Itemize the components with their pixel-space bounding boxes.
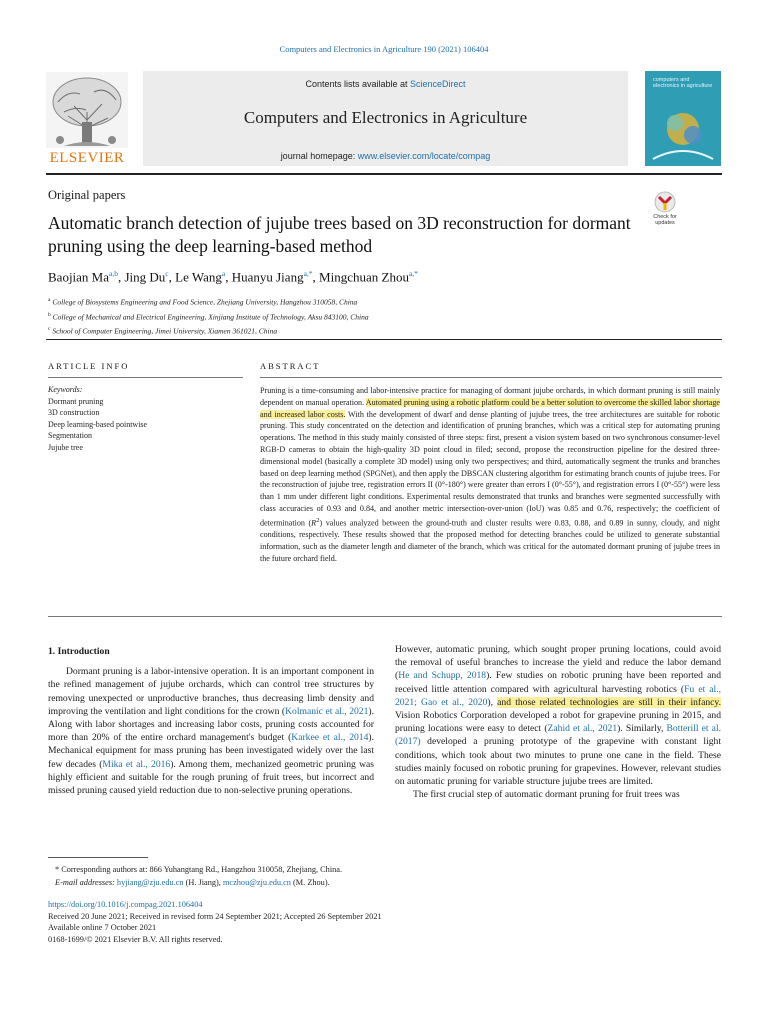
citation-link[interactable]: Kolmanic et al., 2021 xyxy=(285,705,369,717)
author-affiliation-marker[interactable]: a,b xyxy=(109,269,118,278)
body-text: ), xyxy=(487,696,498,708)
abstract-heading: ABSTRACT xyxy=(260,361,321,371)
article-metadata xyxy=(48,899,648,945)
author-name[interactable]: Baojian Ma xyxy=(48,269,110,285)
paper-title: Automatic branch detection of jujube trees based on 3D reconstruction for dormant pruning using the deep learning-based method xyxy=(48,213,631,256)
affiliation-marker: b xyxy=(48,311,51,318)
homepage-line xyxy=(143,151,628,161)
doi-link[interactable]: https://doi.org/10.1016/j.compag.2021.106404 xyxy=(48,900,203,909)
sciencedirect-link[interactable]: ScienceDirect xyxy=(410,79,466,89)
author-affiliation-marker[interactable]: c xyxy=(165,269,169,278)
crossmark-label: Check for updates xyxy=(653,214,677,226)
abstract-end-rule xyxy=(48,616,722,617)
section-heading: 1. Introduction xyxy=(48,646,110,657)
affiliation-line xyxy=(48,309,608,324)
author-affiliation-marker[interactable]: a xyxy=(221,269,226,278)
contents-prefix: Contents lists available at xyxy=(305,79,411,89)
cover-graphic xyxy=(645,71,721,166)
citation-link[interactable]: Karkee et al., 2014 xyxy=(291,732,369,744)
citation-link[interactable]: Zahid et al., 2021 xyxy=(547,723,618,735)
publisher-wordmark: ELSEVIER xyxy=(49,150,125,166)
intro-paragraph xyxy=(395,643,721,788)
citation-link[interactable]: Botterill et al. (2017) xyxy=(395,723,722,748)
author-affiliation-marker[interactable]: a,* xyxy=(408,269,418,278)
keyword-item: Dormant pruning xyxy=(48,396,104,406)
section-label: Original papers xyxy=(48,188,126,202)
keyword-item: Deep learning-based pointwise xyxy=(48,419,148,429)
body-text: ). Mechanical equipment for mass pruning has been investigated widely over the last few decades ( xyxy=(48,732,374,770)
affiliation-text: College of Mechanical and Electrical Engineering, Xinjiang Institute of Technology, Aksu 843100, China xyxy=(50,312,369,321)
author-name[interactable]: Huanyu Jiang xyxy=(231,269,304,285)
cover-title-text: computers and electronics in agriculture xyxy=(653,77,713,89)
info-rule xyxy=(46,339,722,340)
author-separator: , xyxy=(168,269,176,285)
email-link[interactable]: hyjiang@zju.edu.cn xyxy=(116,877,184,887)
affiliation-list xyxy=(48,294,608,338)
abstract-underline xyxy=(260,377,722,378)
abstract-body xyxy=(260,385,720,565)
article-info-heading: ARTICLE INFO xyxy=(48,361,130,371)
body-highlight: and those related technologies are still in their infancy. xyxy=(497,696,721,708)
intro-paragraph: The first crucial step of automatic dormant pruning for fruit trees was xyxy=(413,789,680,801)
r-squared-exponent: 2 xyxy=(316,516,320,524)
author-list xyxy=(48,269,708,285)
journal-citation-link[interactable]: Computers and Electronics in Agriculture 190 (2021) 106404 xyxy=(279,44,489,54)
author-separator: , xyxy=(225,269,232,285)
abstract-text: ) values analyzed between the ground-truth and cluster results were 0.83, 0.88, and 0.89 in sunny, cloudy, and night conditions, respectively. These results showed that the proposed method for detecting branches could be utilized to generate substantial information, such as the diameter length and diameter of the branch, which was critical for the automated dormant pruning of jujube trees in the future orchard field. xyxy=(260,518,721,563)
citation-link[interactable]: Mika et al., 2016 xyxy=(102,758,171,770)
abstract-text: With the development of dwarf and dense planting of jujube trees, the tree architectures are suitable for robotic pruning. This study concentrated on the detection and identification of pruning branches, which was a critical step for automating pruning operations. The method in this study mainly consisted of three steps: first, present a vision system based on two synchronous consumer-level RGB-D cameras to obtain the high-quality 3D point cloud in filed; second, propose the reconstruction pipeline for the desired three-dimensional model (basically a complete 3D model) using only two perspectives; and third, automatically segment the trunks and branches based on deep learning method (SPGNet), and then apply the DBSCAN clustering algorithm for estimating branch counts of jujube trees. For the reconstruction of jujube tree, registration errors II (0°-180°) were greater than errors I (0°-55°), and registration errors I (0°-55°) were less than 1 mm under different light conditions. Experimental results demonstrated that trunks and branches were segmented successfully with class accuracies of 0.93 and 0.84, and another metric intersection-over-union (IoU) was 0.85 and 0.76, respectively; the coefficient of determination ( xyxy=(260,409,721,528)
homepage-prefix: journal homepage: xyxy=(280,151,358,161)
author-separator: , xyxy=(312,269,320,285)
email-owner: (H. Jiang), xyxy=(183,877,223,887)
email-line xyxy=(55,877,655,890)
keywords-block xyxy=(48,384,243,453)
author-name[interactable]: Le Wang xyxy=(175,269,222,285)
header-rule xyxy=(46,173,722,175)
affiliation-text: College of Biosystems Engineering and Food Science, Zhejiang University, Hangzhou 310058, China xyxy=(50,297,358,307)
body-text: ). Similarly, xyxy=(617,723,667,735)
body-text: Vision Robotics Corporation developed a robot for grapevine pruning in 2015, and pruning locations were easy to detect ( xyxy=(395,710,721,735)
body-text: Dormant pruning is a labor-intensive operation. It is an important component in the refined management of jujube orchards, which can control tree structures by removing unexpected or unproductive branches, thus decreasing limb density and improving the ventilation and light conditions for the crown ( xyxy=(48,666,374,717)
body-text: ). Few studies on robotic pruning have been reported and received little attention compared with agricultural harvesting robotics ( xyxy=(395,670,721,695)
affiliation-marker: c xyxy=(48,326,51,332)
email-label: E-mail addresses: xyxy=(55,877,115,887)
body-text: ). Along with labor shortages and increasing labor costs, pruning costs accounted for more than 20% of the entire orchard management's budget ( xyxy=(48,705,374,744)
keyword-item: Segmentation xyxy=(48,431,92,440)
author-name[interactable]: Jing Du xyxy=(124,269,166,285)
affiliation-text: School of Computer Engineering, Jimei University, Xiamen 361021, China xyxy=(50,326,278,336)
journal-cover-thumbnail[interactable] xyxy=(645,71,721,166)
author-separator: , xyxy=(117,269,125,285)
r-squared-symbol: R xyxy=(311,518,317,528)
copyright-line: 0168-1699/© 2021 Elsevier B.V. All rights reserved. xyxy=(48,934,223,944)
abstract-text: Pruning is a time-consuming and labor-intensive practice for managing of dormant jujube orchards, in which dormant pruning is still mainly dependent on manual operation. xyxy=(260,386,720,407)
keyword-item: Jujube tree xyxy=(48,442,83,452)
affiliation-marker: a xyxy=(48,297,51,303)
keyword-item: 3D construction xyxy=(48,408,100,417)
citation-link[interactable]: He and Schupp, 2018 xyxy=(398,670,487,682)
intro-left-column xyxy=(48,645,374,797)
author-affiliation-marker[interactable]: a,* xyxy=(303,269,313,278)
intro-paragraph xyxy=(48,665,374,797)
footnote-rule xyxy=(48,857,148,858)
email-link[interactable]: mczhou@zju.edu.cn xyxy=(222,877,291,887)
journal-title: Computers and Electronics in Agriculture xyxy=(243,108,528,127)
journal-homepage-link[interactable]: www.elsevier.com/locate/compag xyxy=(357,151,491,161)
affiliation-line xyxy=(48,323,608,338)
body-text: ). Among them, mechanized geometric pruning was highly efficient and suitable for the rough pruning of fruit trees, but incorrect and missed pruning caused yield reduction due to non-selective pruning operations. xyxy=(48,758,375,797)
contents-line xyxy=(143,79,628,89)
crossmark-icon xyxy=(648,191,682,215)
corresponding-author-note: * Corresponding authors at: 866 Yuhangtang Rd., Hangzhou 310058, Zhejiang, China. xyxy=(55,865,343,874)
author-name[interactable]: Mingchuan Zhou xyxy=(319,269,409,285)
footnotes xyxy=(55,864,655,889)
keywords-label: Keywords: xyxy=(48,385,83,394)
email-owner: (M. Zhou). xyxy=(290,877,330,887)
intro-right-column xyxy=(395,643,721,801)
check-for-updates-badge[interactable] xyxy=(648,191,682,231)
body-text: However, automatic pruning, which sought proper pruning locations, could avoid the removal of useful branches to increase the yield and reduce the labor demand ( xyxy=(395,644,721,682)
abstract-highlight: Automated pruning using a robotic platform could be a better solution to overcome the skilled labor shortage and increased labor costs. xyxy=(260,397,720,419)
article-info-underline xyxy=(48,377,243,378)
affiliation-line xyxy=(48,294,608,309)
received-dates: Received 20 June 2021; Received in revised form 24 September 2021; Accepted 26 September 2021 xyxy=(48,911,382,921)
body-text: developed a pruning prototype of the grapevine with constant light conditions, which took about two minutes to prune one cane in the field. These studies mainly focused on robotic pruning for grapevines. However, relevant studies on automatic pruning for variable structure jujube trees are limited. xyxy=(395,736,721,788)
available-online: Available online 7 October 2021 xyxy=(48,923,157,933)
citation-link[interactable]: Fu et al., 2021; Gao et al., 2020 xyxy=(395,683,721,708)
